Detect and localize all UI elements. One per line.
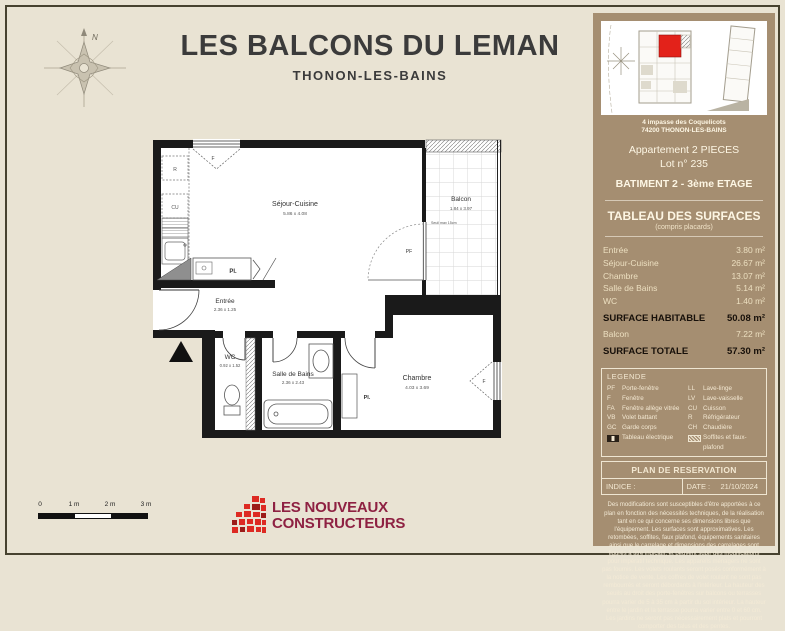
surfaces-subtitle: (compris placards) <box>655 224 713 232</box>
page-title: LES BALCONS DU LEMAN <box>180 30 560 62</box>
room-dims-sejour: 5.86 x 4.08 <box>283 212 307 217</box>
surface-row <box>603 257 765 270</box>
surface-value: 5.14 m² <box>736 283 765 294</box>
reservation-plan-banner: PLAN DE RESERVATION <box>601 461 767 479</box>
project-address <box>593 119 775 136</box>
room-label-sejour: Séjour-Cuisine <box>272 201 318 208</box>
floor-plan <box>145 112 530 457</box>
svg-text:N: N <box>92 33 98 42</box>
developer-logo <box>232 496 405 536</box>
surface-row <box>603 282 765 295</box>
address-line-1: 4 impasse des Coquelicots <box>642 119 726 126</box>
legend-title: LEGENDE <box>607 372 647 382</box>
soffit-hatch-icon <box>688 435 701 442</box>
legend-row: FA Fenêtre allège vitrée CU Cuisson <box>607 404 726 412</box>
building-floor: BATIMENT 2 - 3ème ETAGE <box>615 178 753 191</box>
info-sidebar <box>593 13 775 630</box>
toilet-icon <box>224 385 240 415</box>
legend-row: VB Volet battant R Réfrigérateur <box>607 414 740 422</box>
address-line-2: 74200 THONON-LES-BAINS <box>641 127 727 135</box>
window-tag: F <box>211 156 215 162</box>
header <box>150 30 590 83</box>
apartment-type: Appartement 2 PIECES <box>628 143 740 156</box>
surface-totale-row: SURFACE TOTALE 57.30 m² <box>603 345 765 357</box>
duct-hatch <box>246 338 255 430</box>
surface-value: 3.80 m² <box>736 245 765 256</box>
date-value: 21/10/2024 <box>720 482 758 492</box>
surface-room: Séjour-Cuisine <box>603 257 659 268</box>
site-plan-thumbnail <box>601 21 767 115</box>
legend-row: F Fenêtre LV Lave-vaisselle <box>607 394 743 402</box>
closet-tag: Pl. <box>229 269 237 275</box>
surface-room: Salle de Bains <box>603 283 658 294</box>
page-subtitle: THONON-LES-BAINS <box>292 68 448 83</box>
surface-room: Entrée <box>603 245 629 256</box>
indice-cell: INDICE : <box>606 482 636 492</box>
door-tag-pf: PF <box>405 249 413 255</box>
surface-row <box>603 244 765 257</box>
date-label: DATE : <box>686 482 711 492</box>
scale-bar <box>38 501 168 527</box>
scale-tick: 1 m <box>68 501 80 508</box>
surface-value: 26.67 m² <box>731 257 765 268</box>
closet-tag: Pl. <box>363 395 371 401</box>
logo-blocks-icon <box>232 496 266 536</box>
surfaces-table <box>603 244 765 359</box>
legend-row: GC Garde corps CH Chaudière <box>607 424 733 432</box>
fridge-tag: R <box>173 167 177 173</box>
legend-row: PF Porte-fenêtre LL Lave-linge <box>607 385 733 393</box>
surface-room: WC <box>603 296 618 307</box>
legal-disclaimer: Des modifications sont susceptibles d'être apportées à ce plan en fonction des nécessités techniques, de la réalisation tant en ce qui concerne ses dimensions libres que l'équipement. Les surfaces sont approximatives. Les retombées, soffites, faux plafond, équipements sanitaires ainsi que le carrelage et dimensions des carrelages sont figurés à titre indicatif, et peuvent subir des modifications pour impératif technique. Les appareils ménagers ne sont pas fournis. Les volets roulants seront posés conformément à la notice de vente. Les coffres de volet roulant ne sont pas rembourrés et seront débordants à l'intérieur. La hauteur des seuils au droit des porte-fenêtres sur balcons ou terrasses pourra varier de 5 à 35 cm à partir du sol intérieur. La hauteur entre le jardin et la terrasse pourra varier entre 0 et 60 cm. Les jardins ne seront pas nécessairement plats et pourront comporter des talus et des pentes. <box>602 502 766 630</box>
cooktop-tag: CU <box>171 205 179 211</box>
surface-value: 7.22 m² <box>736 329 765 340</box>
date-cell <box>682 479 767 494</box>
surface-row <box>603 328 765 341</box>
indice-date-row <box>601 479 767 495</box>
logo-line-1: LES NOUVEAUX <box>272 498 388 516</box>
room-label-entree: Entrée <box>215 298 235 305</box>
surface-room: Chambre <box>603 270 638 281</box>
electrical-panel-icon <box>607 435 619 442</box>
compass-rose-icon <box>38 24 130 110</box>
room-dims-balcon: 1.84 x 3.97 <box>449 206 473 211</box>
legend-row: Tableau électrique Soffites et faux-plafond <box>607 433 761 453</box>
site-plan-map <box>601 21 767 115</box>
legend-box <box>601 368 767 457</box>
room-dims-wc: 0.92 x 1.52 <box>219 363 241 368</box>
room-label-balcon: Balcon <box>451 196 471 203</box>
surface-row <box>603 295 765 308</box>
scale-tick: 0 <box>38 501 42 508</box>
room-dims-entree: 2.36 x 1.25 <box>213 307 237 312</box>
scale-tick: 2 m <box>104 501 116 508</box>
room-dims-chambre: 4.03 x 3.69 <box>405 386 429 391</box>
window-tag: F <box>482 379 486 385</box>
divider <box>605 200 763 201</box>
logo-line-2: CONSTRUCTEURS <box>272 515 406 532</box>
lot-number: Lot n° 235 <box>660 157 708 170</box>
room-label-chambre: Chambre <box>402 375 432 382</box>
scale-tick: 3 m <box>140 501 152 508</box>
divider <box>605 236 763 237</box>
surface-value: 1.40 m² <box>736 296 765 307</box>
highlighted-unit <box>659 35 681 57</box>
balcony <box>426 140 501 295</box>
scale-bar-segments <box>38 513 148 519</box>
surface-row <box>603 270 765 283</box>
surface-value: 13.07 m² <box>731 270 765 281</box>
surfaces-title: TABLEAU DES SURFACES <box>607 209 761 224</box>
surface-habitable-row: SURFACE HABITABLE 50.08 m² <box>603 312 765 324</box>
balcony-threshold-note: Seuil max 15cm <box>431 221 457 225</box>
surface-room: Balcon <box>603 329 629 340</box>
logo-text <box>272 500 405 532</box>
soffit-hatch <box>426 140 501 152</box>
room-label-wc: WC <box>224 354 236 361</box>
entry-arrow-icon <box>169 341 193 362</box>
room-dims-sdb: 2.36 x 2.43 <box>281 380 305 385</box>
room-label-sdb: Salle de Bains <box>272 371 314 378</box>
